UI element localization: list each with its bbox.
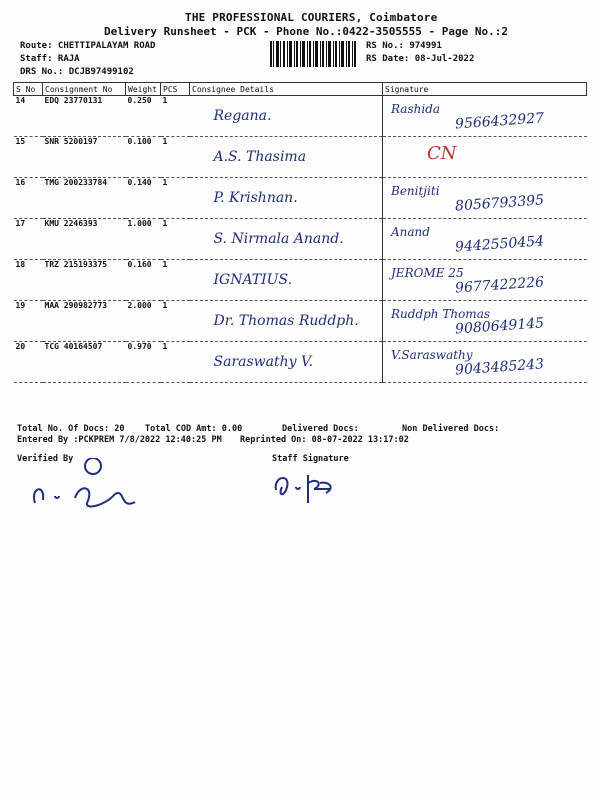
staff-signature	[268, 465, 348, 510]
signature-handwriting: Rashida	[391, 102, 441, 116]
verifier-signature	[15, 458, 165, 518]
row-sno: 15	[14, 137, 43, 178]
row-consignment: SNR 5200197	[43, 137, 126, 178]
row-weight: 0.970	[126, 342, 161, 383]
rs-date: RS Date: 08-Jul-2022	[366, 54, 475, 64]
runsheet-subtitle: Delivery Runsheet - PCK - Phone No.:0422-3505555 - Page No.:2	[104, 25, 508, 38]
drs-number: DRS No.: DCJB97499102	[20, 67, 134, 77]
route-label: Route: CHETTIPALAYAM ROAD	[20, 41, 156, 51]
consignee-handwriting: A.S. Thasima	[213, 149, 307, 165]
signature-phone: 9677422226	[454, 274, 545, 297]
table-row	[14, 96, 587, 137]
signature-phone: 9043485243	[454, 356, 545, 379]
row-pcs: 1	[161, 301, 190, 342]
signature-phone: 9566432927	[454, 110, 545, 133]
col-pcs: PCS	[161, 83, 190, 96]
row-sno: 14	[14, 96, 43, 137]
row-consignee-cell	[190, 137, 383, 178]
consignee-handwriting: IGNATIUS.	[213, 272, 293, 288]
signature-handwriting: Benitjiti	[391, 184, 440, 198]
signature-handwriting: V.Saraswathy	[391, 348, 473, 362]
row-weight: 1.000	[126, 219, 161, 260]
row-sno: 20	[14, 342, 43, 383]
staff-signature-label: Staff Signature	[272, 454, 349, 464]
total-cod: Total COD Amt: 0.00	[145, 424, 243, 434]
consignee-handwriting: P. Krishnan.	[213, 190, 298, 206]
row-weight: 2.000	[126, 301, 161, 342]
signature-handwriting: Anand	[391, 225, 430, 239]
table-row	[14, 301, 587, 342]
row-sno: 18	[14, 260, 43, 301]
row-pcs: 1	[161, 137, 190, 178]
table-row	[14, 219, 587, 260]
non-delivered-docs: Non Delivered Docs:	[402, 424, 500, 434]
row-consignment: TMG 200233784	[43, 178, 126, 219]
col-signature: Signature	[383, 83, 587, 96]
row-consignee-cell	[190, 178, 383, 219]
row-pcs: 1	[161, 342, 190, 383]
row-consignment: KMU 2246393	[43, 219, 126, 260]
staff-label: Staff: RAJA	[20, 54, 80, 64]
delivered-docs: Delivered Docs:	[282, 424, 359, 434]
row-consignee-cell	[190, 260, 383, 301]
row-pcs: 1	[161, 96, 190, 137]
signature-handwriting: CN	[427, 143, 457, 164]
row-signature-cell	[383, 260, 587, 301]
consignee-handwriting: Saraswathy V.	[213, 354, 314, 370]
row-consignee-cell	[190, 219, 383, 260]
table-header-row	[14, 83, 587, 96]
row-consignee-cell	[190, 342, 383, 383]
runsheet-table	[13, 82, 587, 383]
row-sno: 16	[14, 178, 43, 219]
signature-phone: 9080649145	[454, 315, 545, 338]
row-signature-cell	[383, 342, 587, 383]
row-consignment: EDQ 23770131	[43, 96, 126, 137]
row-consignee-cell	[190, 96, 383, 137]
consignee-handwriting: S. Nirmala Anand.	[213, 231, 344, 247]
row-signature-cell	[383, 219, 587, 260]
table-row	[14, 260, 587, 301]
row-signature-cell	[383, 137, 587, 178]
signature-phone: 9442550454	[454, 233, 545, 256]
row-sno: 17	[14, 219, 43, 260]
verified-by-label: Verified By	[17, 454, 74, 464]
row-consignment: MAA 290982773	[43, 301, 126, 342]
row-consignee-cell	[190, 301, 383, 342]
row-sno: 19	[14, 301, 43, 342]
row-weight: 0.100	[126, 137, 161, 178]
row-weight: 0.140	[126, 178, 161, 219]
consignee-handwriting: Regana.	[213, 108, 272, 124]
row-consignment: TRZ 215193375	[43, 260, 126, 301]
total-docs: Total No. Of Docs: 20	[17, 424, 125, 434]
rs-number: RS No.: 974991	[366, 41, 442, 51]
col-sno: S No	[14, 83, 43, 96]
signature-phone: 8056793395	[454, 192, 545, 215]
consignee-handwriting: Dr. Thomas Ruddph.	[213, 313, 359, 329]
company-title: THE PROFESSIONAL COURIERS, Coimbatore	[185, 11, 438, 24]
col-consignee: Consignee Details	[190, 83, 383, 96]
table-row	[14, 137, 587, 178]
barcode-image	[270, 41, 356, 67]
row-signature-cell	[383, 301, 587, 342]
row-weight: 0.250	[126, 96, 161, 137]
row-pcs: 1	[161, 178, 190, 219]
table-row	[14, 342, 587, 383]
row-signature-cell	[383, 178, 587, 219]
entered-by: Entered By :PCKPREM 7/8/2022 12:40:25 PM	[17, 435, 222, 445]
col-weight: Weight	[126, 83, 161, 96]
row-pcs: 1	[161, 260, 190, 301]
col-consignment: Consignment No	[43, 83, 126, 96]
signature-handwriting: JEROME 25	[391, 266, 464, 280]
row-pcs: 1	[161, 219, 190, 260]
table-row	[14, 178, 587, 219]
row-signature-cell	[383, 96, 587, 137]
reprinted-on: Reprinted On: 08-07-2022 13:17:02	[240, 435, 409, 445]
row-weight: 0.160	[126, 260, 161, 301]
signature-handwriting: Ruddph Thomas	[391, 307, 490, 321]
row-consignment: TCG 40164507	[43, 342, 126, 383]
